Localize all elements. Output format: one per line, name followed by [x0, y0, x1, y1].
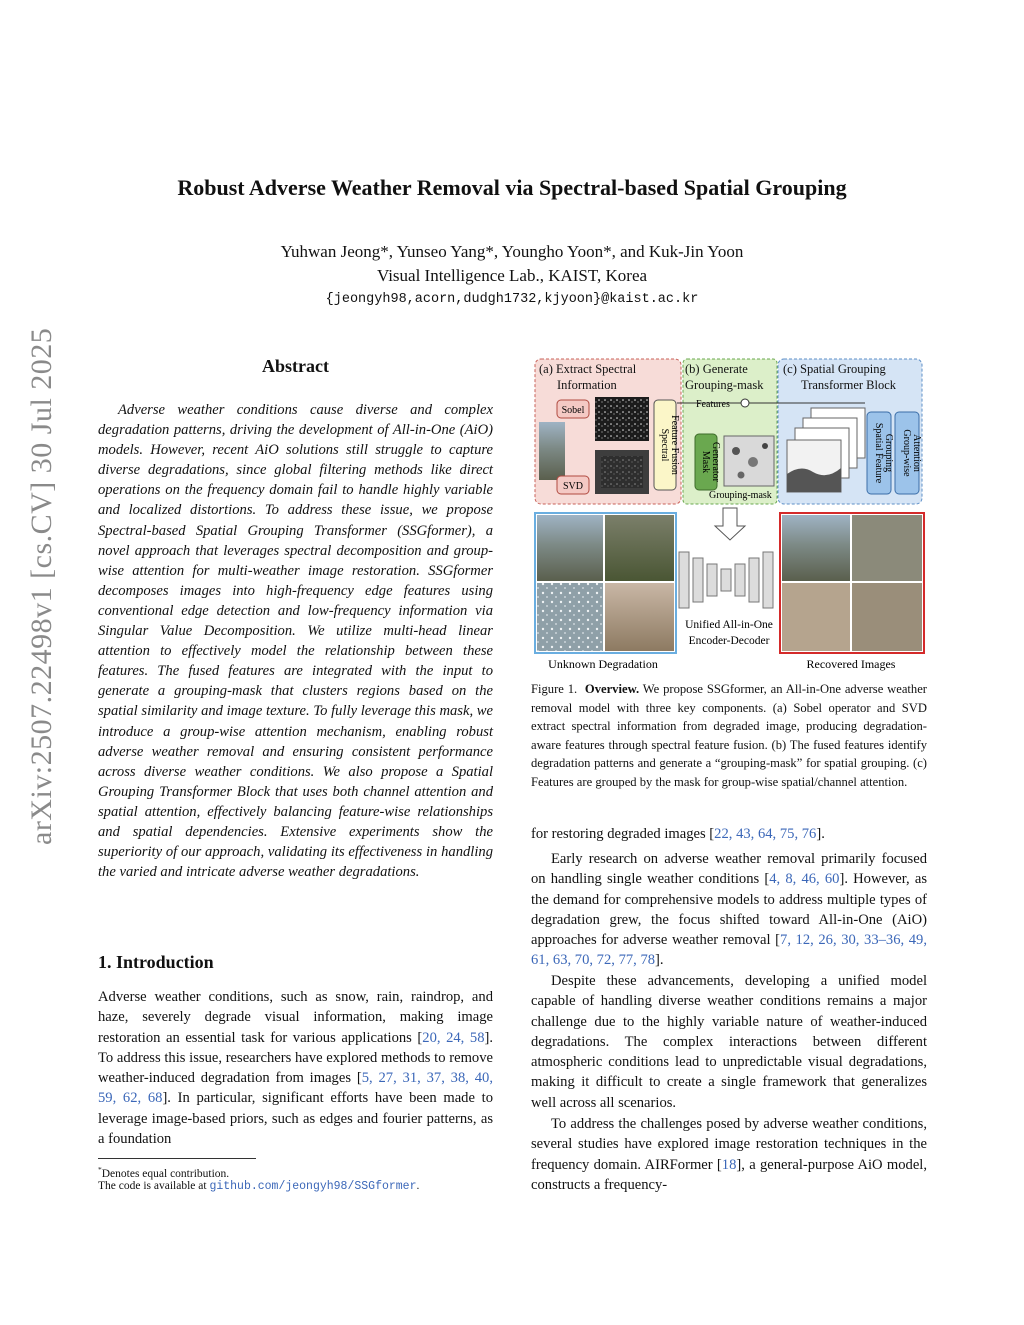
- figure-1-caption: [531, 680, 927, 792]
- panel-b-label: Grouping-mask: [685, 378, 764, 392]
- sobel-label: Sobel: [561, 405, 585, 416]
- multiply-node: [741, 399, 749, 407]
- degraded-input-thumbnail: [539, 422, 565, 480]
- col2-continuation: [531, 824, 927, 844]
- arxiv-side-identifier: arXiv:2507.22498v1 [cs.CV] 30 Jul 2025: [25, 327, 58, 845]
- output-image: [852, 583, 922, 651]
- caption-text: We propose SSGformer, an All-in-One adverse weather removal model with three key components. (a) Sobel operator and SVD extract spectral information from degraded image, producing degradation-aware features through spectral feature fusion. (b) The fused features identify degradation patterns and generate a “grouping-mask” for spatial grouping. (c) Features are grouped by the mask for group-wise spatial/channel attention.: [531, 682, 928, 789]
- paper-title: Robust Adverse Weather Removal via Spectral-based Spatial Grouping: [177, 175, 847, 200]
- encoder-decoder-label: Unified All-in-One: [685, 619, 773, 631]
- footnote-mark: *: [98, 1165, 102, 1174]
- intro-paragraph: [98, 987, 493, 1149]
- panel-a-label: (a) Extract Spectral: [539, 362, 637, 376]
- footnote-text: .: [416, 1180, 420, 1192]
- recovered-images-label: Recovered Images: [806, 657, 896, 671]
- text-run: ], a general-purpose AiO model, constructs a frequency-: [531, 1156, 927, 1193]
- svd-low-frequency-map-detail: [601, 456, 643, 488]
- panel-c-label: (c) Spatial Grouping: [783, 362, 886, 376]
- mask-blob: [732, 447, 740, 455]
- figure-1-diagram: [531, 356, 927, 674]
- mask-blob: [748, 457, 758, 467]
- unknown-degradation-label: Unknown Degradation: [548, 657, 658, 671]
- text-run: ]. To address this issue, researchers have explored methods to remove weather-induced degradation from images [: [98, 1029, 494, 1087]
- sobel-edge-map: [595, 397, 649, 441]
- abstract-heading: Abstract: [262, 356, 329, 376]
- input-image: [537, 515, 603, 581]
- groupwise-attention-label: Group-wise: [901, 429, 912, 477]
- mask-generator-label: Mask: [700, 450, 711, 474]
- citation-link[interactable]: 18: [721, 1156, 737, 1173]
- footnote-text: The code is available at: [98, 1180, 210, 1192]
- encoder-bar: [679, 552, 689, 608]
- footnote-code: [98, 1179, 498, 1194]
- input-image: [605, 515, 674, 581]
- caption-bold: Overview.: [584, 682, 640, 696]
- input-image: [537, 583, 603, 651]
- input-image: [605, 583, 674, 651]
- grouping-mask-label: Grouping-mask: [709, 490, 772, 501]
- text-run: ]. However, as the demand for comprehensive models to address multiple types of degradation grew, the focus shifted toward All-in-One (AiO) approaches for adverse weather removal [: [531, 871, 928, 949]
- code-url-link[interactable]: github.com/jeongyh98/SSGformer: [209, 1180, 417, 1193]
- panel-c-label: Transformer Block: [801, 378, 897, 392]
- panel-a-label: Information: [557, 378, 617, 392]
- section-heading-introduction: 1. Introduction: [98, 952, 214, 972]
- text-run: To address the challenges posed by adverse weather conditions, several studies have explored image restoration techniques in the frequency domain. AIRFormer [: [531, 1116, 927, 1173]
- text-run: for restoring degraded images [: [531, 826, 715, 842]
- text-run: ]. In particular, significant efforts have been made to leverage image-based priors, such as edges and fourier patterns, as a foundation: [98, 1090, 493, 1148]
- paragraph-to-address: [531, 1114, 927, 1195]
- spectral-fusion-label: Spectral: [659, 428, 670, 462]
- paragraph-early-research: [531, 849, 927, 971]
- author-block: [0, 240, 1024, 288]
- decoder-bar: [735, 564, 745, 596]
- caption-label: Figure 1.: [531, 682, 578, 696]
- encoder-bar: [707, 564, 717, 596]
- features-label: Features: [696, 399, 730, 410]
- text-run: ].: [655, 952, 664, 969]
- encoder-decoder-label: Encoder-Decoder: [688, 635, 770, 647]
- text-run: ].: [816, 826, 825, 842]
- svd-label: SVD: [562, 481, 584, 492]
- panel-b-label: (b) Generate: [685, 362, 748, 376]
- encoder-bar: [693, 558, 703, 602]
- citation-links[interactable]: 22, 43, 64, 75, 76: [714, 826, 817, 842]
- affiliation: Visual Intelligence Lab., KAIST, Korea: [376, 266, 648, 285]
- footnote-rule: [98, 1158, 256, 1159]
- mask-generator-label: Generator: [710, 442, 721, 482]
- spectral-fusion-label: Feature Fusion: [669, 415, 680, 475]
- encoder-bar: [721, 569, 731, 591]
- citation-links[interactable]: 4, 8, 46, 60: [769, 871, 840, 888]
- mask-blob: [738, 472, 745, 479]
- down-arrow-icon: [715, 508, 745, 540]
- mask-blob: [762, 443, 768, 449]
- text-run: Early research on adverse weather removal primarily focused on handling single weather conditions [: [531, 851, 927, 888]
- output-image: [782, 583, 850, 651]
- spatial-grouping-label: Grouping: [883, 433, 894, 473]
- citation-links[interactable]: 7, 12, 26, 30, 33–36, 49, 61, 63, 70, 72, 77, 78: [531, 932, 927, 969]
- author-emails: {jeongyh98,acorn,dudgh1732,kjyoon}@kaist.ac.kr: [325, 292, 699, 307]
- citation-links[interactable]: 20, 24, 58: [422, 1029, 485, 1046]
- spatial-grouping-label: Spatial Feature: [873, 422, 884, 484]
- groupwise-attention-label: Attention: [911, 434, 922, 472]
- figure-1: [531, 356, 927, 674]
- footnote-text: Denotes equal contribution.: [101, 1167, 230, 1180]
- abstract-text: Adverse weather conditions cause diverse and complex degradation patterns, driving the development of All-in-One (AiO) models. However, recent AiO solutions still struggle to capture diverse degradations, since global filtering methods like direct operations on the frequency domain fail to handle highly variable and localized distortions. To address these issue, we propose Spectral-based Spatial Grouping Transformer (SSGformer), a novel approach that leverages spectral decomposition and group-wise attention for multi-weather image restoration. SSGformer decomposes images into high-frequency edge features using conventional edge detection and low-frequency information via Singular Value Decomposition. We utilize multi-head linear attention to effectively model the relationship between these features. The fused features are integrated with the input to generate a grouping-mask that clusters regions based on the spatial similarity and image texture. To fully leverage this mask, we introduce a group-wise attention mechanism, enabling robust adverse weather removal and ensuring consistent performance across diverse weather conditions. We also propose a Spatial Grouping Transformer Block that uses both channel attention and spatial attention, effectively balancing feature-wise relationships and spatial dependencies. Extensive experiments show the superiority of our approach, validating its effectiveness in handling the varied and intricate adverse weather degradations.: [98, 402, 493, 881]
- output-image: [852, 515, 922, 581]
- decoder-bar: [763, 552, 773, 608]
- author-list: Yuhwan Jeong*, Yunseo Yang*, Youngho Yoon*, and Kuk-Jin Yoon: [280, 242, 744, 261]
- text-run: Adverse weather conditions, such as snow, rain, raindrop, and haze, severely degrade visual information, making image restoration an essential task for various applications [: [98, 989, 493, 1046]
- output-image: [782, 515, 850, 581]
- citation-links[interactable]: 5, 27, 31, 37, 38, 40, 59, 62, 68: [98, 1070, 493, 1107]
- paragraph-despite: Despite these advancements, developing a unified model capable of handling diverse weather conditions remains a major challenge due to the highly variable nature of weather-induced degradations. The complex interactions between different atmospheric conditions lead to unpredictable visual degradations, making it difficult to create a single framework that generalizes well across all scenarios.: [531, 973, 927, 1111]
- decoder-bar: [749, 558, 759, 602]
